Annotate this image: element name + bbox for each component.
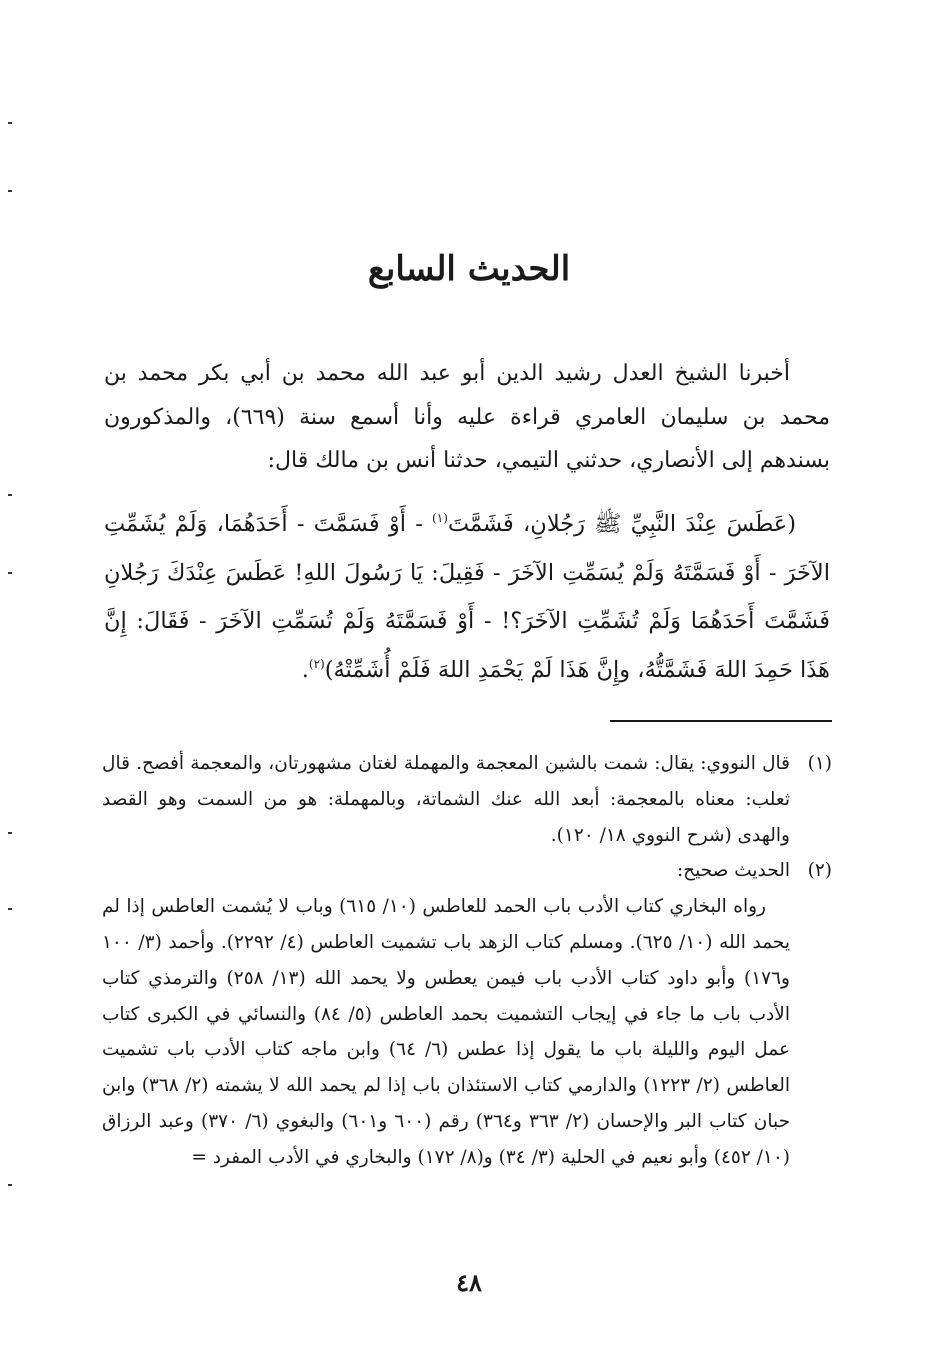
footnote-2-number: (٢) (807, 860, 832, 882)
footnote-2-heading: الحديث صحيح: (676, 860, 790, 882)
margin-mark (8, 572, 12, 574)
footnote-2 (102, 853, 832, 1175)
page-number: ٤٨ (456, 1268, 482, 1297)
footnote-divider (610, 720, 832, 722)
footnotes-section (102, 746, 832, 1176)
hadith-part-2: - أَوْ فَسَمَّتَ - أَحَدَهُمَا، وَلَمْ يُشَمِّتِ الآخَرَ - أَوْ فَسَمَّتَهُ وَلَمْ يُسَمِّتِ الآخَرَ - فَقِيلَ: يَا رَسُولَ اللهِ! عَطَسَ عِنْدَكَ رَجُلانِ فَشَمَّتَ أَحَدَهُمَا وَلَمْ تُشَمِّتِ الآخَرَ؟! - أَوْ فَسَمَّتَهُ وَلَمْ تُسَمِّتِ الآخَرَ - فَقَالَ: إِنَّ هَذَا حَمِدَ اللهَ فَشَمَّتُّهُ، وإِنَّ هَذَا لَمْ يَحْمَدِ اللهَ فَلَمْ أُشَمِّتْهُ) (104, 511, 830, 683)
margin-mark (8, 1184, 12, 1186)
footnote-2-body (102, 853, 790, 1175)
footnote-ref-1[interactable]: (١) (432, 511, 448, 525)
isnad-text: أخبرنا الشيخ العدل رشيد الدين أبو عبد الله محمد بن أبي بكر محمد بن محمد بن سليمان العامري قراءة عليه وأنا أسمع سنة (٦٦٩)، والمذكورون بسندهم إلى الأنصاري، حدثني التيمي، حدثنا أنس بن مالك قال: (104, 361, 830, 473)
hadith-end: . (301, 656, 309, 683)
footnote-1 (102, 746, 832, 853)
hadith-part-1: (عَطَسَ عِنْدَ النَّبِيِّ ﷺ رَجُلانِ، فَشَمَّتَ (447, 511, 796, 537)
margin-mark (8, 494, 12, 496)
footnote-1-number: (١) (807, 753, 832, 774)
footnote-ref-2[interactable]: (٢) (308, 656, 325, 671)
chapter-title: الحديث السابع (367, 248, 571, 289)
isnad-paragraph (104, 352, 830, 483)
hadith-paragraph (104, 500, 830, 694)
footnote-2-text: رواه البخاري كتاب الأدب باب الحمد للعاطس (١٠/ ٦١٥) وباب لا يُشمت العاطس إذا لم يحمد الله (١٠/ ٦٢٥). ومسلم كتاب الزهد باب تشميت العاطس (٤/ ٢٢٩٢). وأحمد (٣/ ١٠٠ و١٧٦) وأبو داود كتاب الأدب باب فيمن يعطس ولا يحمد الله (١٣/ ٢٥٨) والترمذي كتاب الأدب باب ما جاء في إيجاب التشميت بحمد العاطس (٥/ ٨٤) والنسائي في الكبرى كتاب عمل اليوم والليلة باب ما يقول إذا عطس (٦/ ٦٤) وابن ماجه كتاب الأدب باب تشميت العاطس (٢/ ١٢٢٣) والدارمي كتاب الاستئذان باب إذا لم يحمد الله لا يشمته (٢/ ٣٦٨) وابن حبان كتاب البر والإحسان (٢/ ٣٦٣ و٣٦٤) رقم (٦٠٠ و٦٠١) والبغوي (٦/ ٣٧٠) وعبد الرزاق (١٠/ ٤٥٢) وأبو نعيم في الحلية (٣/ ٣٤) و(٨/ ١٧٢) والبخاري في الأدب المفرد = (102, 896, 791, 1168)
hadith-text (104, 500, 830, 694)
margin-mark (8, 908, 12, 910)
margin-mark (8, 122, 12, 124)
margin-mark (8, 832, 12, 834)
margin-mark (8, 190, 12, 192)
footnote-1-text: قال النووي: يقال: شمت بالشين المعجمة والمهملة لغتان مشهورتان، والمعجمة أفصح. قال ثعلب: معناه بالمعجمة: أبعد الله عنك الشماتة، وبالمهملة: هو من السمت وهو القصد والهدى (شرح النووي ١٨/ ١٢٠). (102, 753, 790, 846)
